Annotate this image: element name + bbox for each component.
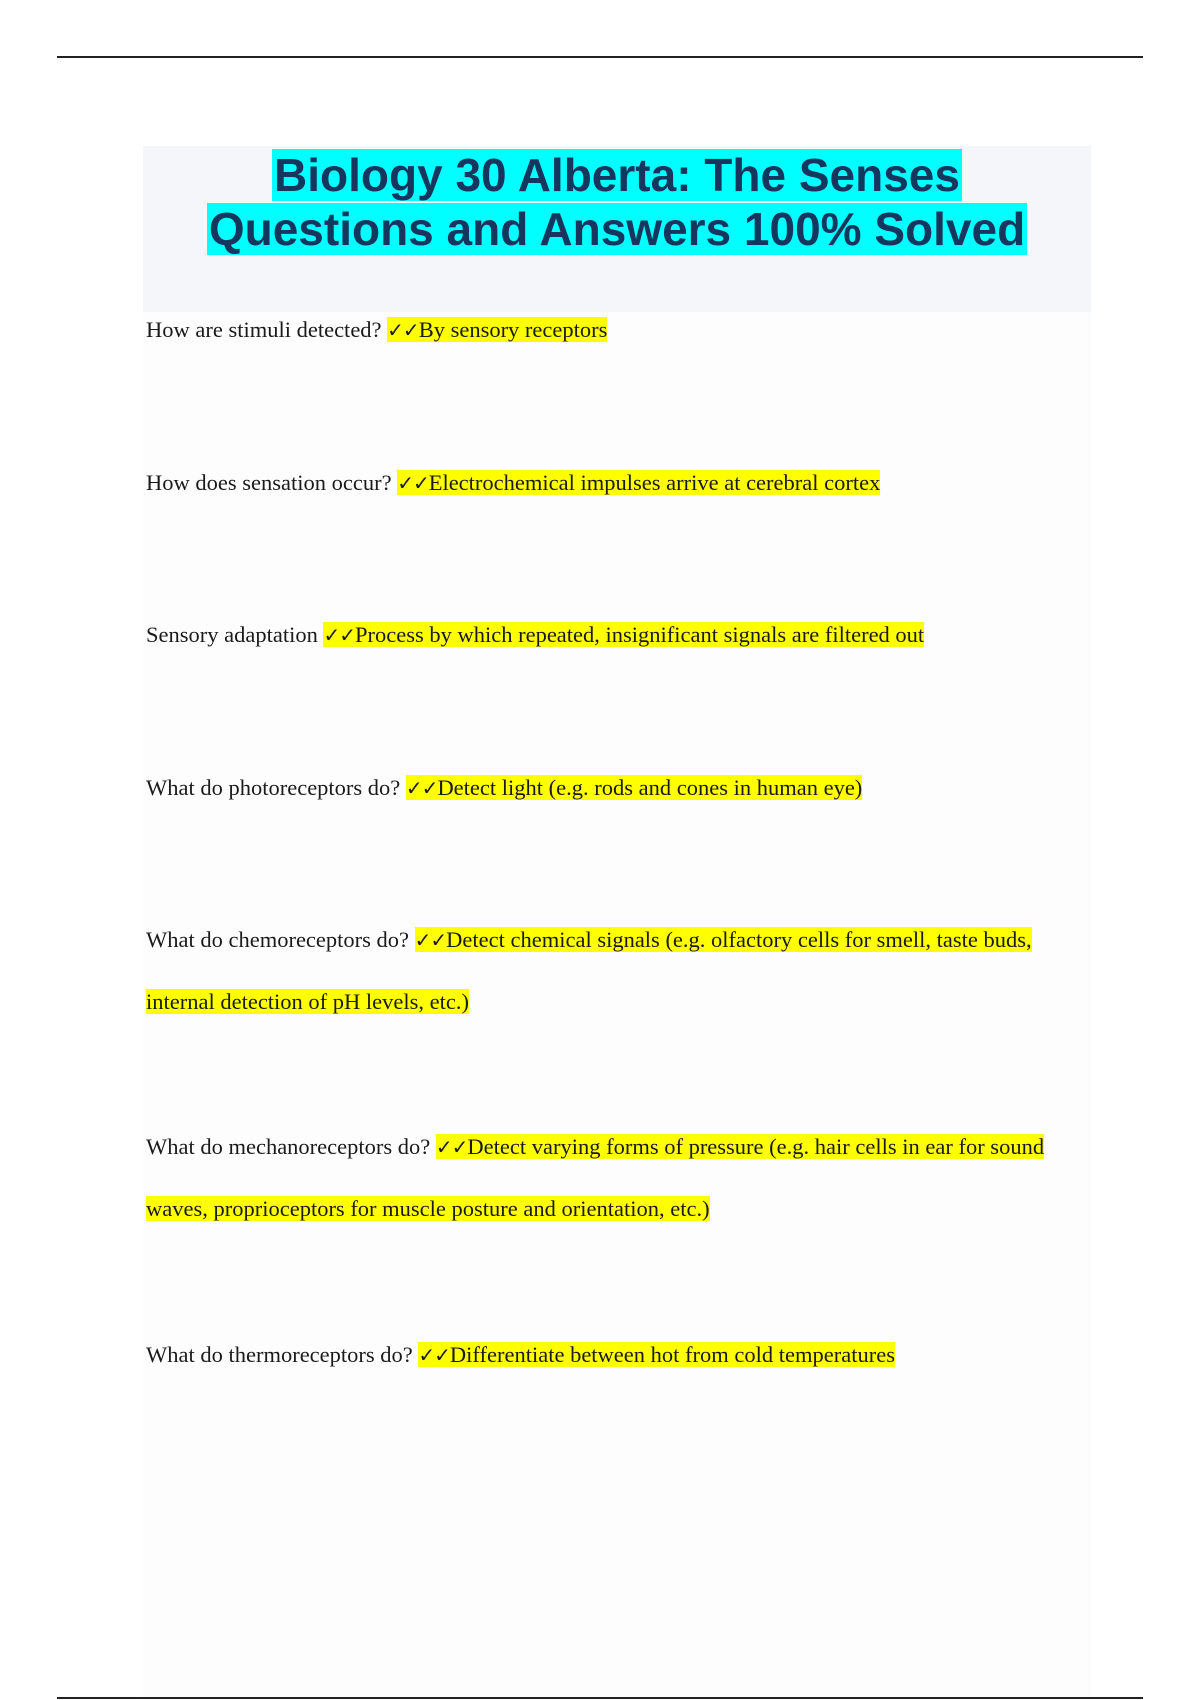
double-check-icon: ✓✓ [323,623,355,647]
qa-item [146,604,1066,666]
answer-text: By sensory receptors [418,317,608,342]
answer-text: Detect chemical signals (e.g. olfactory cells for smell, taste buds, internal detection of pH levels, etc.) [146,927,1032,1014]
question-text: What do mechanoreceptors do? [146,1134,431,1159]
answer-text: Process by which repeated, insignificant signals are filtered out [354,622,925,647]
qa-item [146,1324,1066,1386]
bottom-rule [57,1697,1143,1699]
qa-item [146,299,1066,361]
title-highlight: Questions and Answers 100% Solved [208,203,1026,255]
question-text: How does sensation occur? [146,470,392,495]
answer-text: Electrochemical impulses arrive at cerebral cortex [428,470,881,495]
question-text: What do thermoreceptors do? [146,1342,413,1367]
double-check-icon: ✓✓ [435,1135,468,1159]
double-check-icon: ✓✓ [387,318,419,342]
qa-item [146,757,1066,819]
question-text: Sensory adaptation [146,622,318,647]
double-check-icon: ✓✓ [418,1343,450,1367]
answer-highlight [406,775,862,800]
qa-item [146,452,1066,514]
qa-item [146,1116,1066,1239]
answer-highlight [397,470,880,495]
document-title-line-2 [143,202,1091,256]
answer-text: Detect light (e.g. rods and cones in human eye) [437,775,863,800]
double-check-icon: ✓✓ [397,471,429,495]
question-text: What do photoreceptors do? [146,775,401,800]
document-title-line-1 [143,148,1091,202]
title-block [143,146,1091,312]
answer-highlight [418,1342,895,1367]
answer-highlight [387,317,607,342]
answer-text: Detect varying forms of pressure (e.g. hair cells in ear for sound waves, proprioceptors for muscle posture and orientation, etc.) [146,1134,1045,1221]
double-check-icon: ✓✓ [414,928,447,952]
double-check-icon: ✓✓ [405,776,438,800]
answer-highlight [323,622,924,647]
title-highlight: Biology 30 Alberta: The Senses [274,149,960,201]
question-text: What do chemoreceptors do? [146,927,410,952]
qa-item [146,909,1066,1032]
question-text: How are stimuli detected? [146,317,382,342]
top-rule [57,56,1143,58]
answer-text: Differentiate between hot from cold temperatures [449,1342,895,1367]
